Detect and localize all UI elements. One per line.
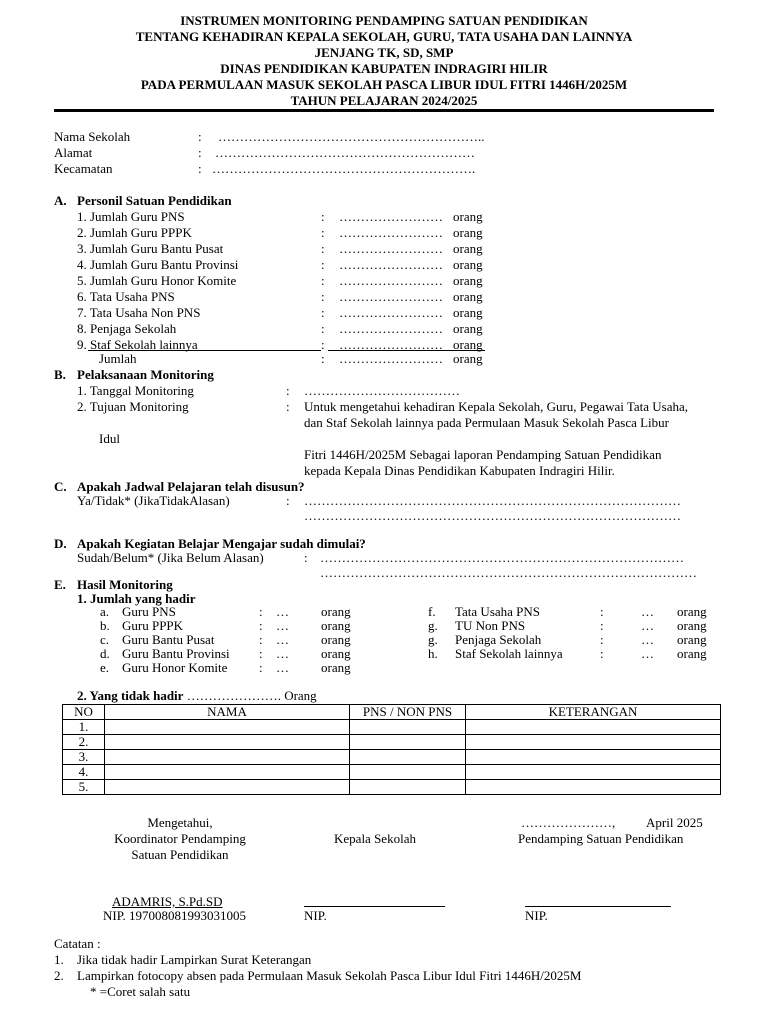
absent-heading: 2. Yang tidak hadir (77, 688, 184, 703)
present-item-label: Tata Usaha PNS (455, 604, 541, 619)
note-1-number: 1. (54, 952, 64, 967)
coordinator-nip: NIP. 197008081993031005 (103, 908, 247, 923)
table-row (63, 720, 721, 735)
sign-right-title: Pendamping Satuan Pendidikan (518, 831, 684, 846)
total-unit: orang (453, 351, 483, 366)
personnel-item-unit: orang (453, 225, 483, 240)
present-item-label: Guru PPPK (122, 618, 184, 633)
personnel-item-unit: orang (453, 273, 483, 288)
monitoring-purpose-label: 2. Tujuan Monitoring (77, 399, 189, 414)
personnel-item-label: 7. Tata Usaha Non PNS (77, 305, 201, 320)
personnel-item-unit: orang (453, 337, 483, 352)
table-row (63, 780, 721, 795)
attendance-present-heading: 1. Jumlah yang hadir (77, 591, 196, 606)
personnel-item-colon: : (321, 209, 325, 224)
sign-right-date-field: …………………, (521, 815, 616, 830)
present-item-mark: h. (428, 646, 438, 661)
present-item-colon: : (600, 604, 604, 619)
present-item-colon: : (600, 618, 604, 633)
absent-heading-row (77, 688, 317, 704)
present-item-label: Guru Bantu Provinsi (122, 646, 230, 661)
col-status: PNS / NON PNS (350, 705, 466, 720)
personnel-item-field: …………………… (339, 273, 443, 288)
kbm-reason-line-1: ………………………………………………………………………… (320, 550, 684, 565)
personnel-item-colon: : (321, 273, 325, 288)
table-row (63, 765, 721, 780)
present-item-unit: orang (677, 632, 707, 647)
header-line-3: JENJANG TK, SD, SMP (314, 45, 454, 60)
absent-table (62, 704, 721, 795)
row-number: 2. (63, 735, 105, 750)
present-item-label: Penjaga Sekolah (455, 632, 542, 647)
row-number: 1. (63, 720, 105, 735)
absent-count-field: …………………. Orang (186, 688, 317, 703)
total-label: Jumlah (99, 351, 137, 366)
personnel-item-field: …………………… (339, 289, 443, 304)
section-a-letter: A. (54, 193, 67, 208)
personnel-item-field: …………………… (339, 305, 443, 320)
col-name: NAMA (105, 705, 350, 720)
personnel-item-label: 5. Jumlah Guru Honor Komite (77, 273, 237, 288)
district-colon: : (198, 161, 202, 176)
present-item-mark: g. (428, 632, 438, 647)
present-item-field: … (641, 604, 654, 619)
present-item-label: Guru Bantu Pusat (122, 632, 215, 647)
status-cell (350, 750, 466, 765)
status-cell (350, 735, 466, 750)
present-item-field: … (641, 646, 654, 661)
purpose-line-3: Idul (99, 431, 120, 446)
monitoring-date-field: ……………………………… (304, 383, 460, 398)
personnel-item-label: 1. Jumlah Guru PNS (77, 209, 185, 224)
header-line-5: PADA PERMULAAN MASUK SEKOLAH PASCA LIBUR IDUL FITRI 1446H/2025M (140, 77, 628, 92)
section-d-title: Apakah Kegiatan Belajar Mengajar sudah dimulai? (77, 536, 366, 551)
monitoring-date-label: 1. Tanggal Monitoring (77, 383, 194, 398)
present-item-unit: orang (321, 632, 351, 647)
present-item-field: … (276, 646, 289, 661)
header-divider (54, 109, 714, 112)
total-colon: : (321, 351, 325, 366)
personnel-item-field: …………………… (339, 257, 443, 272)
notes-title: Catatan : (54, 936, 101, 951)
present-item-colon: : (600, 646, 604, 661)
note-1-text: Jika tidak hadir Lampirkan Surat Keterangan (77, 952, 312, 967)
note-2-text: Lampirkan fotocopy absen pada Permulaan Masuk Sekolah Pasca Libur Idul Fitri 1446H/2025M (77, 968, 582, 983)
present-item-label: Guru Honor Komite (122, 660, 228, 675)
header-line-4: DINAS PENDIDIKAN KABUPATEN INDRAGIRI HILIR (220, 61, 548, 76)
status-cell (350, 765, 466, 780)
school-name-label: Nama Sekolah (54, 129, 131, 144)
present-item-label: Staf Sekolah lainnya (455, 646, 563, 661)
table-row (63, 735, 721, 750)
personnel-item-field: …………………… (339, 241, 443, 256)
personnel-item-unit: orang (453, 305, 483, 320)
kbm-answer-label: Sudah/Belum* (Jika Belum Alasan) (77, 550, 264, 565)
district-label: Kecamatan (54, 161, 113, 176)
personnel-item-colon: : (321, 241, 325, 256)
personnel-item-colon: : (321, 337, 325, 352)
remarks-cell (466, 765, 721, 780)
footnote: * =Coret salah satu (90, 984, 191, 999)
name-cell (105, 750, 350, 765)
section-a-title: Personil Satuan Pendidikan (77, 193, 232, 208)
header-line-2: TENTANG KEHADIRAN KEPALA SEKOLAH, GURU, TATA USAHA DAN LAINNYA (135, 29, 633, 44)
personnel-item-field: …………………… (339, 321, 443, 336)
district-field: ……………………………………………………. (212, 161, 476, 176)
present-item-label: Guru PNS (122, 604, 176, 619)
school-name-colon: : (198, 129, 202, 144)
section-e-title: Hasil Monitoring (77, 577, 173, 592)
personnel-item-field: …………………… (339, 225, 443, 240)
personnel-item-colon: : (321, 257, 325, 272)
personnel-item-field: …………………… (339, 209, 443, 224)
purpose-line-2: dan Staf Sekolah lainnya pada Permulaan Masuk Sekolah Pasca Libur (304, 415, 669, 430)
row-number: 4. (63, 765, 105, 780)
personnel-item-colon: : (321, 305, 325, 320)
name-cell (105, 720, 350, 735)
col-remarks: KETERANGAN (466, 705, 721, 720)
present-item-field: … (641, 632, 654, 647)
personnel-item-label: 8. Penjaga Sekolah (77, 321, 177, 336)
present-item-colon: : (259, 604, 263, 619)
present-item-unit: orang (321, 618, 351, 633)
address-label: Alamat (54, 145, 93, 160)
present-item-unit: orang (321, 604, 351, 619)
personnel-item-field: …………………… (339, 337, 443, 352)
section-c-title: Apakah Jadwal Pelajaran telah disusun? (77, 479, 305, 494)
assistant-signature-line (525, 906, 671, 907)
schedule-reason-line-2: …………………………………………………………………………… (304, 508, 681, 523)
present-item-mark: g. (428, 618, 438, 633)
kbm-reason-line-2: …………………………………………………………………………… (320, 565, 697, 580)
present-item-unit: orang (321, 646, 351, 661)
section-d-letter: D. (54, 536, 67, 551)
monitoring-purpose-colon: : (286, 399, 290, 414)
note-2-number: 2. (54, 968, 64, 983)
personnel-item-colon: : (321, 289, 325, 304)
present-item-unit: orang (321, 660, 351, 675)
personnel-item-unit: orang (453, 289, 483, 304)
address-field: …………………………………………………… (215, 145, 475, 160)
present-item-mark: f. (428, 604, 436, 619)
personnel-item-label: 3. Jumlah Guru Bantu Pusat (77, 241, 224, 256)
present-item-unit: orang (677, 604, 707, 619)
present-item-colon: : (259, 632, 263, 647)
coordinator-name: ADAMRIS, S.Pd.SD (112, 894, 223, 909)
status-cell (350, 720, 466, 735)
personnel-item-unit: orang (453, 209, 483, 224)
sign-right-date: April 2025 (646, 815, 703, 830)
remarks-cell (466, 720, 721, 735)
principal-signature-line (304, 906, 445, 907)
present-item-mark: d. (100, 646, 110, 661)
personnel-item-label: 9. Staf Sekolah lainnya (77, 337, 198, 352)
assistant-nip: NIP. (525, 908, 548, 923)
name-cell (105, 780, 350, 795)
monitoring-date-colon: : (286, 383, 290, 398)
absent-table-body (63, 720, 721, 795)
personnel-item-unit: orang (453, 321, 483, 336)
present-item-mark: c. (100, 632, 110, 647)
present-item-field: … (276, 618, 289, 633)
table-row (63, 750, 721, 765)
sign-left-line-1: Mengetahui, (147, 815, 213, 830)
purpose-line-4: Fitri 1446H/2025M Sebagai laporan Pendamping Satuan Pendidikan (304, 447, 662, 462)
principal-nip: NIP. (304, 908, 327, 923)
present-item-colon: : (259, 660, 263, 675)
remarks-cell (466, 780, 721, 795)
status-cell (350, 780, 466, 795)
purpose-line-1: Untuk mengetahui kehadiran Kepala Sekolah, Guru, Pegawai Tata Usaha, (304, 399, 689, 414)
address-colon: : (198, 145, 202, 160)
present-item-field: … (276, 604, 289, 619)
present-item-field: … (276, 632, 289, 647)
purpose-line-5: kepada Kepala Dinas Pendidikan Kabupaten Indragiri Hilir. (304, 463, 615, 478)
total-field: …………………… (339, 351, 443, 366)
present-item-unit: orang (677, 618, 707, 633)
present-item-mark: b. (100, 618, 110, 633)
name-cell (105, 765, 350, 780)
kbm-answer-colon: : (304, 550, 308, 565)
section-c-letter: C. (54, 479, 67, 494)
personnel-item-unit: orang (453, 257, 483, 272)
schedule-answer-label: Ya/Tidak* (JikaTidakAlasan) (77, 493, 230, 508)
personnel-item-unit: orang (453, 241, 483, 256)
present-item-colon: : (259, 618, 263, 633)
sign-middle-title: Kepala Sekolah (334, 831, 416, 846)
present-item-mark: e. (100, 660, 110, 675)
schedule-reason-line-1: …………………………………………………………………………… (304, 493, 681, 508)
sign-left-line-2: Koordinator Pendamping (114, 831, 246, 846)
sign-left-line-3: Satuan Pendidikan (131, 847, 229, 862)
col-no: NO (63, 705, 105, 720)
school-name-field: …………………………………………………….. (218, 129, 485, 144)
present-item-field: … (641, 618, 654, 633)
section-e-letter: E. (54, 577, 66, 592)
present-item-field: … (276, 660, 289, 675)
present-item-unit: orang (677, 646, 707, 661)
name-cell (105, 735, 350, 750)
section-b-title: Pelaksanaan Monitoring (77, 367, 214, 382)
present-item-colon: : (259, 646, 263, 661)
personnel-item-colon: : (321, 225, 325, 240)
header-line-6: TAHUN PELAJARAN 2024/2025 (290, 93, 478, 108)
personnel-item-colon: : (321, 321, 325, 336)
present-item-label: TU Non PNS (455, 618, 526, 633)
schedule-answer-colon: : (286, 493, 290, 508)
section-b-letter: B. (54, 367, 66, 382)
remarks-cell (466, 735, 721, 750)
remarks-cell (466, 750, 721, 765)
present-item-mark: a. (100, 604, 110, 619)
row-number: 5. (63, 780, 105, 795)
header-line-1: INSTRUMEN MONITORING PENDAMPING SATUAN PENDIDIKAN (180, 13, 588, 28)
personnel-item-label: 4. Jumlah Guru Bantu Provinsi (77, 257, 239, 272)
present-item-colon: : (600, 632, 604, 647)
personnel-item-label: 6. Tata Usaha PNS (77, 289, 175, 304)
personnel-item-label: 2. Jumlah Guru PPPK (77, 225, 192, 240)
row-number: 3. (63, 750, 105, 765)
